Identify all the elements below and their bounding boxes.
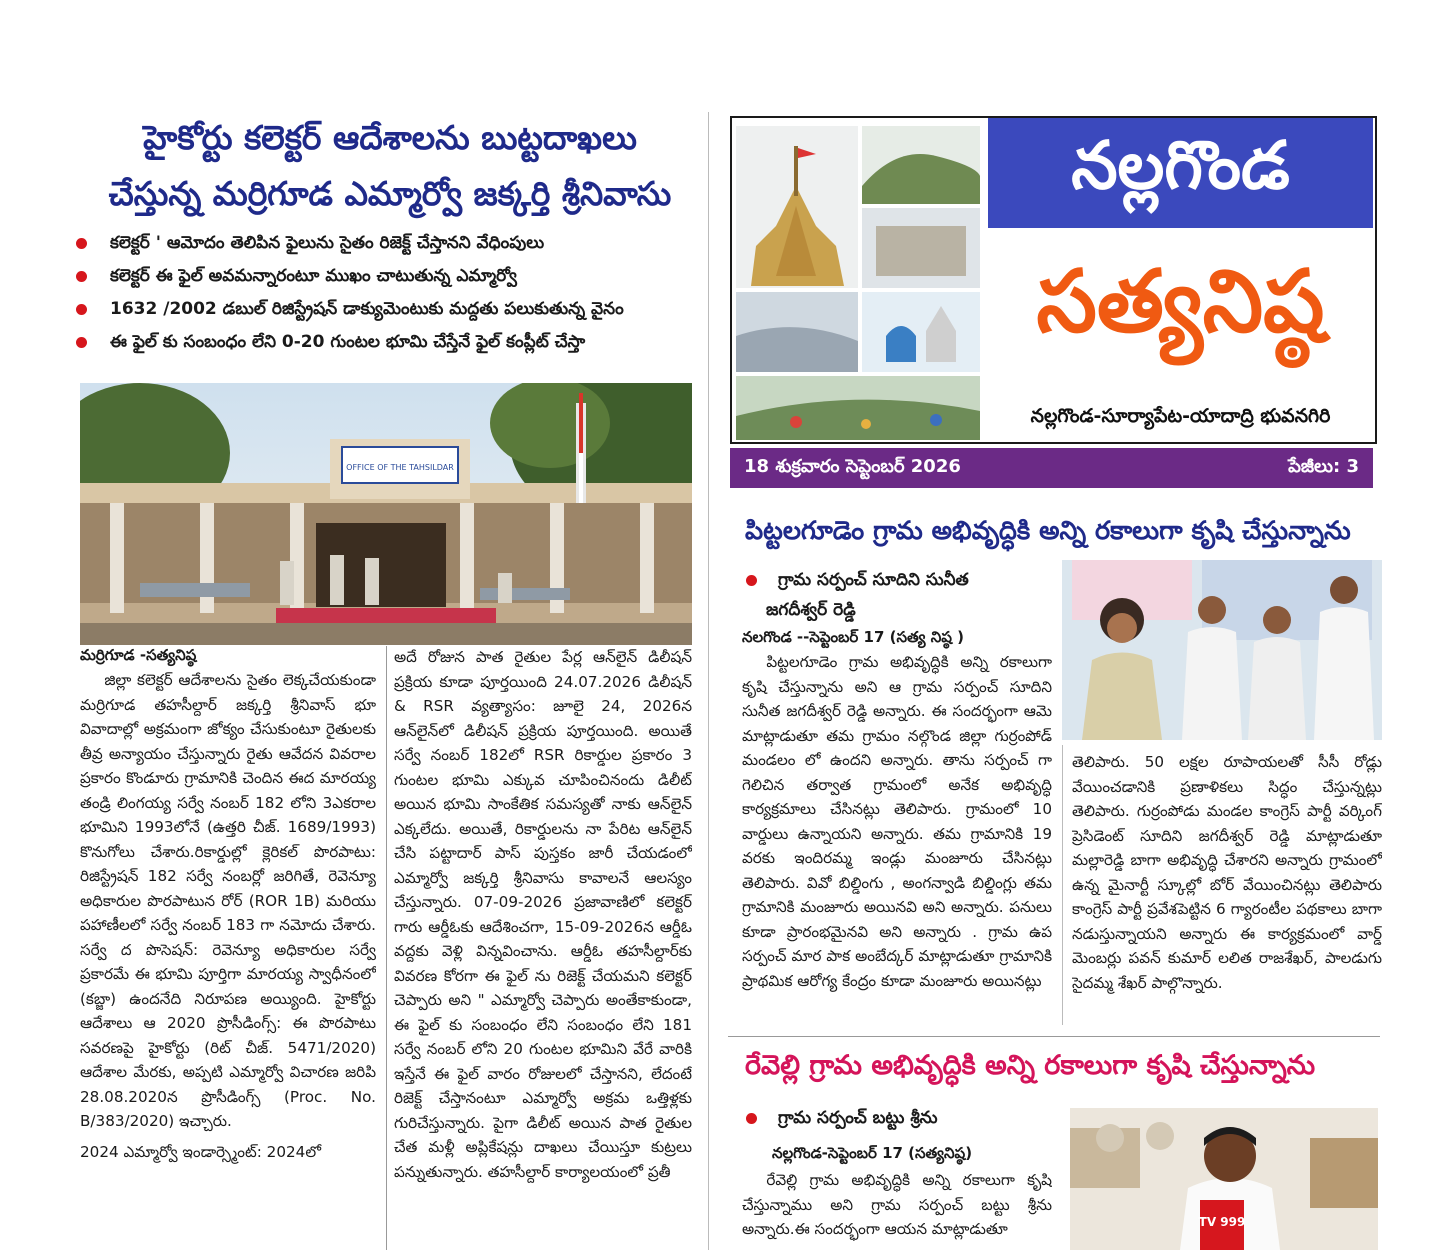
masthead-photo-collage	[736, 126, 986, 440]
article-paragraph: తెలిపారు. 50 లక్షల రూపాయలతో సీసీ రోడ్లు వేయించడానికి ప్రణాళికలు సిద్ధం చేస్తున్నట్లు తెలిపారు. గుర్రంపోడు మండల కాంగ్రెస్ పార్టీ వర్కింగ్ ప్రెసిడెంట్ సూదిని జగదీశ్వర్ రెడ్డి మాట్లాడుతూ మల్లారెడ్డి బాగా అభివృద్ధి చేశారని అన్నారు గ్రామంలో ఉన్న మైనార్టీ స్కూల్లో బోర్ వేయించినట్లు తెలిపారు కాంగ్రెస్ పార్టీ ప్రవేశపెట్టిన 6 గ్యారంటీల పథకాలు బాగా నడుస్తున్నాయని అన్నారు ఈ కార్యక్రమంలో వార్డ్ మెంబర్లు పవన్ కుమార్ లలిత రాజశేఖర్, పాలడుగు సైదమ్మ శేఖర్ పాల్గొన్నారు.	[1072, 753, 1382, 992]
bullet-dot-icon	[76, 238, 87, 249]
article-paragraph: జిల్లా కలెక్టర్ ఆదేశాలను సైతం లెక్కచేయకుండా మర్రిగూడ తహసీల్దార్ జక్కర్తి శ్రీనివాస్ భూ వివాదాల్లో అక్రమంగా జోక్యం చేసుకుంటూ రైతులకు తీవ్ర అన్యాయం చేస్తున్నారు రైతు ఆవేదన వివరాల ప్రకారం కొండూరు గ్రామానికి చెందిన ఈద మారయ్య తండ్రి లింగయ్య సర్వే నంబర్ 182 లోని 3ఎకరాల భూమిని 1993లోనే (ఉత్తరి చీజ్. 1689/1993) కొనుగోలు చేశారు.రికార్డుల్లో క్లెరికల్ పొరపాటు: రిజిస్ట్రేషన్ 182 సర్వే నంబర్లో జరిగితే, రెవెన్యూ అధికారుల పొరపాటున రోర్ (ROR 1B) మరియు పహాణీలలో సర్వే నంబర్ 183 గా నమోదు చేశారు. సర్వే ద పొసెషన్: రెవెన్యూ అధికారుల సర్వే ప్రకారమే ఈ భూమి పూర్తిగా మారయ్య స్వాధీనంలో (కబ్జా) ఉందనేది నిరూపణ అయ్యింది. హైకోర్టు ఆదేశాలు ఆ 2020 ప్రొసీడింగ్స్: ఈ పొరపాటు సవరణపై హైకోర్టు (రిట్ చీజ్. 5471/2020) ఆదేశాల మేరకు, అప్పటి ఎమ్మార్వో విచారణ జరిపి 28.08.2020న ప్రొసీడింగ్స్ (Proc. No. B/383/2020) ఇచ్చారు.	[80, 671, 376, 1130]
story3-headline: రేవెల్లి గ్రామ అభివృద్ధికి అన్ని రకాలుగా కృషి చేస్తున్నాను	[745, 1050, 1316, 1081]
left-headline-line2: చేస్తున్న మర్రిగూడ ఎమ్మార్వో జక్కర్తి శ్రీనివాసు	[108, 174, 672, 213]
article-paragraph: రేవెల్లి గ్రామ అభివృద్ధికి అన్ని రకాలుగా కృషి చేస్తున్నాము అని గ్రామ సర్పంచ్ బట్టు శ్రీను అన్నారు.ఈ సందర్భంగా ఆయన మాట్లాడుతూ	[742, 1171, 1052, 1238]
bullet-dot-icon	[76, 337, 87, 348]
masthead-title-main: సత్యనిష్ఠ	[1036, 251, 1325, 352]
article-paragraph: అదే రోజున పాత రైతుల పేర్ల ఆన్‌లైన్ డిలీషన్ ప్రక్రియ కూడా పూర్తయింది 24.07.2026 డిలీషన్ & RSR వ్యత్యాసం: జూలై 24, 2026న ఆన్‌లైన్‌లో డిలీషన్ ప్రక్రియ పూర్తయింది. అయితే సర్వే నంబర్ 182లో RSR రికార్డుల ప్రకారం 3 గుంటల భూమి ఎక్కువ చూపించినందు డిలీట్ అయిన భూమి సాంకేతిక సమస్యతో నాకు ఆన్‌లైన్ ఎక్కలేదు. అయితే, రికార్డులను నా పేరిట ఆన్‌లైన్ చేసి పట్టాదార్ పాస్ పుస్తకం జారీ చేయడంలో ఎమ్మార్వో జక్కర్తి శ్రీనివాసు కావాలనే ఆలస్యం చేస్తున్నారు. 07-09-2026 ప్రజావాణిలో కలెక్టర్ గారు ఆర్డీఓకు ఆదేశించగా, 15-09-2026న ఆర్డీఓ వద్దకు వెళ్లి విన్నవించాను. ఆర్డీఓ తహసీల్దార్‌కు వివరణ కోరగా ఈ ఫైల్ ను రిజెక్ట్ చేయమని కలెక్టర్ చెప్పారు అని " ఎమ్మార్వో చెప్పారు అంతేకాకుండా, ఈ ఫైల్ కు సంబంధం లేని సంబంధం లేని 181 సర్వే నంబర్ లోని 20 గుంటల భూమిని వేరే వారికి ఇస్తేనే ఈ ఫైల్ వారం రోజులలో చేస్తానని, లేదంటే రిజెక్ట్ చేస్తానంటూ ఎమ్మార్వో అక్రమ ఒత్తిళ్లకు గురిచేస్తున్నారు. పైగా డిలీట్ అయిన పాత రైతుల చేత మళ్లీ అప్లికేషన్లు దాఖలు చేయిస్తూ కుట్రలు పన్నుతున్నారు. తహసీల్దార్ కార్యాలయంలో ప్రతీ	[394, 648, 692, 1181]
left-article-column-1	[80, 668, 376, 1250]
list-item: కలెక్టర్ ఈ ఫైల్ అవమన్నారంటూ ముఖం చాటుతున్న ఎమ్మార్వో	[76, 265, 706, 287]
sarpanch-interview-photo	[1070, 1108, 1378, 1250]
story3-column	[742, 1168, 1052, 1250]
sarpanch-group-photo	[1062, 560, 1382, 740]
story2-column-left	[742, 650, 1052, 1022]
story2-bullet-line2: జగదీశ్వర్ రెడ్డి	[766, 600, 856, 620]
tahsildar-office-photo	[80, 383, 692, 645]
left-bullet-list	[76, 232, 706, 364]
story2-headline: పిట్టలగూడెం గ్రామ అభివృద్ధికి అన్ని రకాలుగా కృషి చేస్తున్నాను	[745, 516, 1351, 546]
svg-text:TV 999: TV 999	[1198, 1215, 1246, 1229]
bullet-dot-icon	[76, 304, 87, 315]
bullet-dot-icon	[746, 1113, 757, 1124]
list-item: కలెక్టర్ ' ఆమోదం తెలిపిన ఫైలును సైతం రిజెక్ట్ చేస్తానని వేధింపులు	[76, 232, 706, 254]
article-paragraph: పిట్టలగూడెం గ్రామ అభివృద్ధికి అన్ని రకాలుగా కృషి చేస్తున్నాను అని ఆ గ్రామ సర్పంచ్ సూదిని సునీత జగదీశ్వర్ రెడ్డి అన్నారు. ఈ సందర్భంగా ఆమె మాట్లాడుతూ తమ గ్రామం నల్గొండ జిల్లా గుర్రంపోడ్ మండలం లో ఉందని అన్నారు. తాను సర్పంచ్ గా గెలిచిన తర్వాత గ్రామంలో అనేక అభివృద్ధి కార్యక్రమాలు చేసినట్లు తెలిపారు. గ్రామంలో 10 వార్డులు ఉన్నాయని అన్నారు. తమ గ్రామానికి 19 వరకు ఇందిరమ్మ ఇండ్లు మంజూరు చేసినట్లు తెలిపారు. వివో బిల్డింగు , అంగన్వాడి బిల్డింగ్లు తమ గ్రామానికి మంజూరు అయినవి అని అన్నారు. పనులు కూడా ప్రారంభమైనవి అని అన్నారు . గ్రామ ఉప సర్పంచ్ మార పాక అంబేద్కర్ మాట్లాడుతూ గ్రామానికి ప్రాథమిక ఆరోగ్య కేంద్రం కూడా మంజూరు అయినట్లు	[742, 653, 1052, 990]
bullet-dot-icon	[76, 271, 87, 282]
story3-dateline: నల్లగొండ-సెప్టెంబర్ 17 (సత్యనిష్ఠ)	[772, 1144, 973, 1162]
list-item: ఈ ఫైల్ కు సంబంధం లేని 0-20 గుంటల భూమి చేస్తేనే ఫైల్ కంప్లీట్ చేస్తా	[76, 331, 706, 353]
column-divider	[1062, 745, 1063, 1025]
column-divider	[708, 112, 709, 1250]
date-bar	[730, 448, 1373, 488]
article-paragraph: 2024 ఎమ్మార్వో ఇండార్స్మెంట్: 2024లో	[80, 1142, 321, 1161]
story2-column-right	[1072, 750, 1382, 1020]
column-divider	[386, 646, 387, 1250]
masthead-box	[730, 116, 1377, 444]
masthead-title-top: నల్లగొండ	[988, 118, 1373, 228]
left-dateline: మర్రిగూడ -సత్యనిష్ఠ	[80, 646, 197, 664]
list-item: 1632 /2002 డబుల్ రిజిస్ట్రేషన్ డాక్యుమెంటుకు మద్దతు పలుకుతున్న వైనం	[76, 298, 706, 320]
story-divider	[728, 1036, 1380, 1037]
left-headline-line1: హైకోర్టు కలెక్టర్ ఆదేశాలను బుట్టదాఖలు	[143, 118, 637, 157]
issue-date: 18 శుక్రవారం సెప్టెంబర్ 2026	[744, 455, 961, 477]
bullet-dot-icon	[746, 575, 757, 586]
story2-dateline: నలగొండ --సెప్టెంబర్ 17 (సత్య నిష్ఠ )	[742, 628, 964, 646]
story3-bullet: గ్రామ సర్పంచ్ బట్టు శ్రీను	[746, 1108, 938, 1132]
left-article-column-2	[394, 645, 692, 1250]
story2-bullet: గ్రామ సర్పంచ్ సూదిని సునీత	[746, 570, 969, 594]
page-count: పేజీలు: 3	[1288, 455, 1359, 477]
svg-text:OFFICE OF THE TAHSILDAR: OFFICE OF THE TAHSILDAR	[346, 463, 454, 472]
masthead-districts: నల్లగొండ-సూర్యాపేట-యాదాద్రి భువనగిరి	[988, 396, 1373, 440]
